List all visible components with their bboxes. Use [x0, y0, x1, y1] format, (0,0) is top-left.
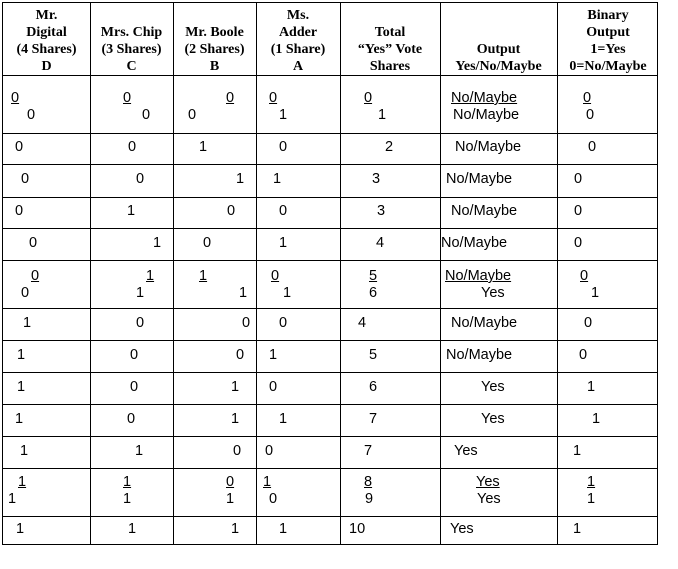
table-cell: 0 — [227, 203, 236, 219]
table-cell: 7 — [364, 443, 373, 459]
header-text: Adder — [278, 25, 318, 40]
table-cell: 1 — [239, 285, 248, 301]
table-cell: 1 — [8, 491, 17, 507]
table-cell: 1 — [231, 411, 240, 427]
table-cell: 6 — [369, 285, 378, 301]
table-cell: 4 — [358, 315, 367, 331]
table-cell: 1 — [23, 315, 32, 331]
table-cell: No/Maybe — [451, 203, 518, 219]
table-cell: 1 — [226, 491, 235, 507]
row-divider — [3, 260, 657, 261]
header-text: Yes/No/Maybe — [455, 59, 542, 74]
table-cell: 1 — [591, 285, 600, 301]
table-cell: 1 — [592, 411, 601, 427]
table-cell: 0 — [586, 107, 595, 123]
header-binary — [557, 5, 659, 75]
table-cell: 1 — [127, 203, 136, 219]
header-boole — [173, 5, 256, 75]
table-cell: 0 — [579, 347, 588, 363]
table-cell: 1 — [273, 171, 282, 187]
table-cell: No/Maybe — [445, 268, 512, 284]
table-cell: 0 — [188, 107, 197, 123]
table-cell: 0 — [242, 315, 251, 331]
table-cell: 0 — [584, 315, 593, 331]
table-cell: 0 — [123, 90, 132, 106]
table-cell: 0 — [574, 235, 583, 251]
table-cell: 0 — [233, 443, 242, 459]
table-cell: Yes — [481, 285, 505, 301]
header-text: “Yes” Vote — [357, 42, 423, 57]
header-text: Mrs. Chip — [100, 25, 163, 40]
table-cell: 1 — [573, 521, 582, 537]
table-cell: 2 — [385, 139, 394, 155]
table-cell: 1 — [136, 285, 145, 301]
row-divider — [3, 164, 657, 165]
table-cell: 1 — [231, 521, 240, 537]
header-text: Mr. — [35, 8, 58, 23]
col-divider — [256, 3, 257, 544]
header-output — [440, 5, 557, 75]
col-divider — [90, 3, 91, 544]
header-text: D — [41, 59, 52, 74]
table-cell: 4 — [376, 235, 385, 251]
row-divider — [3, 340, 657, 341]
table-cell: 1 — [17, 347, 26, 363]
table-cell: 10 — [349, 521, 366, 537]
header-text: Mr. Boole — [185, 25, 244, 40]
header-text: Total — [374, 25, 406, 40]
table-cell: 1 — [199, 139, 208, 155]
header-total — [340, 5, 440, 75]
row-divider — [3, 308, 657, 309]
table-cell: 1 — [231, 379, 240, 395]
row-divider — [3, 133, 657, 134]
header-text: Digital — [26, 25, 67, 40]
table-cell: 0 — [142, 107, 151, 123]
table-cell: 5 — [369, 347, 378, 363]
table-cell: 0 — [136, 171, 145, 187]
table-cell: Yes — [481, 411, 505, 427]
header-digital — [3, 5, 90, 75]
table-cell: 1 — [135, 443, 144, 459]
row-divider — [3, 436, 657, 437]
table-cell: No/Maybe — [451, 90, 518, 106]
table-cell: Yes — [481, 379, 505, 395]
table-cell: 1 — [17, 379, 26, 395]
table-cell: 0 — [271, 268, 280, 284]
table-cell: 0 — [136, 315, 145, 331]
table-cell: 1 — [18, 474, 27, 490]
table-cell: 1 — [279, 411, 288, 427]
table-cell: No/Maybe — [446, 171, 513, 187]
table-cell: 0 — [15, 139, 24, 155]
table-cell: 0 — [27, 107, 36, 123]
table-cell: 0 — [269, 379, 278, 395]
table-cell: 9 — [365, 491, 374, 507]
row-divider — [3, 468, 657, 469]
truth-table — [2, 2, 658, 545]
row-divider — [3, 372, 657, 373]
table-cell: 0 — [226, 90, 235, 106]
table-cell: 1 — [378, 107, 387, 123]
row-divider — [3, 516, 657, 517]
table-cell: 1 — [123, 491, 132, 507]
table-cell: No/Maybe — [453, 107, 520, 123]
table-cell: 0 — [128, 139, 137, 155]
table-cell: 1 — [279, 521, 288, 537]
table-cell: 1 — [15, 411, 24, 427]
header-text: A — [292, 59, 304, 74]
table-cell: 0 — [130, 379, 139, 395]
table-cell: 1 — [128, 521, 137, 537]
table-cell: 1 — [263, 474, 272, 490]
table-cell: 0 — [21, 285, 30, 301]
table-cell: 3 — [377, 203, 386, 219]
table-cell: Yes — [476, 474, 500, 490]
table-cell: 0 — [15, 203, 24, 219]
table-cell: 1 — [279, 107, 288, 123]
table-cell: 0 — [226, 474, 235, 490]
table-cell: 1 — [146, 268, 155, 284]
header-text: Shares — [369, 59, 411, 74]
table-cell: 0 — [269, 491, 278, 507]
header-text: (1 Share) — [270, 42, 326, 57]
header-text: Output — [476, 42, 521, 57]
table-cell: 1 — [587, 474, 596, 490]
header-text: (3 Shares) — [101, 42, 162, 57]
table-cell: 3 — [372, 171, 381, 187]
table-cell: 1 — [16, 521, 25, 537]
table-cell: 1 — [279, 235, 288, 251]
header-text: (2 Shares) — [184, 42, 245, 57]
header-text: Ms. — [286, 8, 310, 23]
table-cell: 0 — [574, 171, 583, 187]
table-cell: 0 — [580, 268, 589, 284]
row-divider — [3, 228, 657, 229]
table-cell: 1 — [587, 491, 596, 507]
table-cell: 0 — [364, 90, 373, 106]
table-cell: Yes — [454, 443, 478, 459]
header-text: Binary — [587, 8, 629, 23]
table-cell: 0 — [130, 347, 139, 363]
table-cell: No/Maybe — [441, 235, 508, 251]
table-cell: 0 — [127, 411, 136, 427]
table-cell: Yes — [450, 521, 474, 537]
table-cell: 1 — [573, 443, 582, 459]
row-divider — [3, 404, 657, 405]
col-divider — [173, 3, 174, 544]
table-cell: 0 — [279, 203, 288, 219]
header-text: B — [209, 59, 220, 74]
col-divider — [440, 3, 441, 544]
table-cell: 0 — [11, 90, 20, 106]
table-cell: 0 — [265, 443, 274, 459]
col-divider — [557, 3, 558, 544]
table-cell: 1 — [20, 443, 29, 459]
header-text: 1=Yes — [590, 42, 626, 57]
header-divider — [3, 75, 657, 76]
table-cell: 1 — [283, 285, 292, 301]
header-text: 0=No/Maybe — [569, 59, 647, 74]
table-cell: 0 — [574, 203, 583, 219]
table-cell: 0 — [279, 139, 288, 155]
table-cell: 0 — [21, 171, 30, 187]
table-cell: 7 — [369, 411, 378, 427]
table-cell: 0 — [269, 90, 278, 106]
table-cell: No/Maybe — [455, 139, 522, 155]
table-cell: 8 — [364, 474, 373, 490]
table-cell: No/Maybe — [451, 315, 518, 331]
header-text: Output — [586, 25, 630, 40]
header-text: (4 Shares) — [16, 42, 77, 57]
table-cell: 0 — [203, 235, 212, 251]
col-divider — [340, 3, 341, 544]
table-cell: 1 — [269, 347, 278, 363]
table-cell: 1 — [153, 235, 162, 251]
table-cell: 6 — [369, 379, 378, 395]
table-cell: 0 — [29, 235, 38, 251]
table-cell: 1 — [587, 379, 596, 395]
table-cell: 0 — [279, 315, 288, 331]
table-cell: 0 — [236, 347, 245, 363]
header-chip — [90, 5, 173, 75]
header-text: C — [126, 59, 137, 74]
table-cell: No/Maybe — [446, 347, 513, 363]
table-cell: 1 — [199, 268, 208, 284]
table-cell: 1 — [123, 474, 132, 490]
row-divider — [3, 197, 657, 198]
table-cell: Yes — [477, 491, 501, 507]
table-cell: 0 — [588, 139, 597, 155]
table-cell: 0 — [31, 268, 40, 284]
table-cell: 0 — [583, 90, 592, 106]
table-cell: 1 — [236, 171, 245, 187]
table-cell: 5 — [369, 268, 378, 284]
header-adder — [256, 5, 340, 75]
